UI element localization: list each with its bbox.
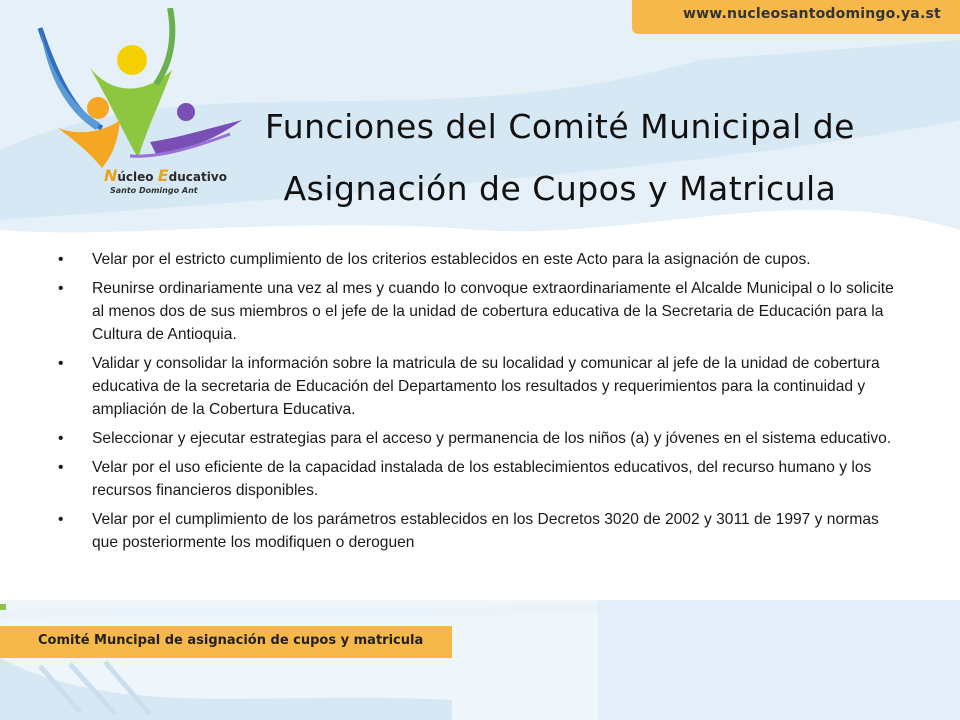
bullet-icon: • [58, 355, 64, 372]
slide-title-line-1: Funciones del Comité Municipal de [265, 107, 855, 146]
footer-label: Comité Muncipal de asignación de cupos y matricula [38, 633, 424, 648]
list-item [58, 248, 906, 271]
logo-letter-e: E [157, 166, 169, 185]
list-item [58, 456, 906, 502]
list-item [58, 277, 906, 346]
website-url[interactable]: www.nucleosantodomingo.ya.st [683, 6, 941, 22]
bullet-icon: • [58, 459, 64, 476]
bullet-icon: • [58, 430, 64, 447]
bullet-icon: • [58, 280, 64, 297]
list-item-text: Reunirse ordinariamente una vez al mes y cuando lo convoque extraordinariamente el Alcalde Municipal o lo solicite al menos dos de sus miembros o el jefe de la unidad de cobertura educativa de la Secretaria de Educación para la Cultura de Antioquia. [92, 280, 894, 343]
slide-title-line-2: Asignación de Cupos y Matricula [283, 169, 837, 208]
list-item-text: Seleccionar y ejecutar estrategias para el acceso y permanencia de los niños (a) y jóvenes en el sistema educativo. [92, 430, 892, 447]
list-item-text: Velar por el uso eficiente de la capacidad instalada de los establecimientos educativos, del recurso humano y los recursos financieros disponibles. [92, 459, 872, 499]
logo-brand-name [104, 166, 227, 185]
list-item-text: Velar por el cumplimiento de los parámetros establecidos en los Decretos 3020 de 2002 y 3011 de 1997 y normas que posteriormente los modifiquen o deroguen [92, 511, 879, 551]
list-item [58, 352, 906, 421]
logo-word-nucleo: úcleo [117, 170, 154, 184]
logo-word-educativo: ducativo [168, 170, 227, 184]
slide-title [240, 96, 880, 220]
bullet-icon: • [58, 511, 64, 528]
logo-letter-n: N [104, 166, 118, 185]
functions-list [58, 248, 906, 560]
bullet-icon: • [58, 251, 64, 268]
list-item [58, 508, 906, 554]
list-item-text: Validar y consolidar la información sobre la matricula de su localidad y comunicar al jefe de la unidad de cobertura educativa de la secretaria de Educación del Departamento los resultados y requerimientos para la continuidad y ampliación de la Cobertura Educativa. [92, 355, 880, 418]
logo-place: Santo Domingo Ant [110, 186, 198, 195]
list-item-text: Velar por el estricto cumplimiento de los criterios establecidos en este Acto para la asignación de cupos. [92, 251, 811, 268]
list-item [58, 427, 906, 450]
